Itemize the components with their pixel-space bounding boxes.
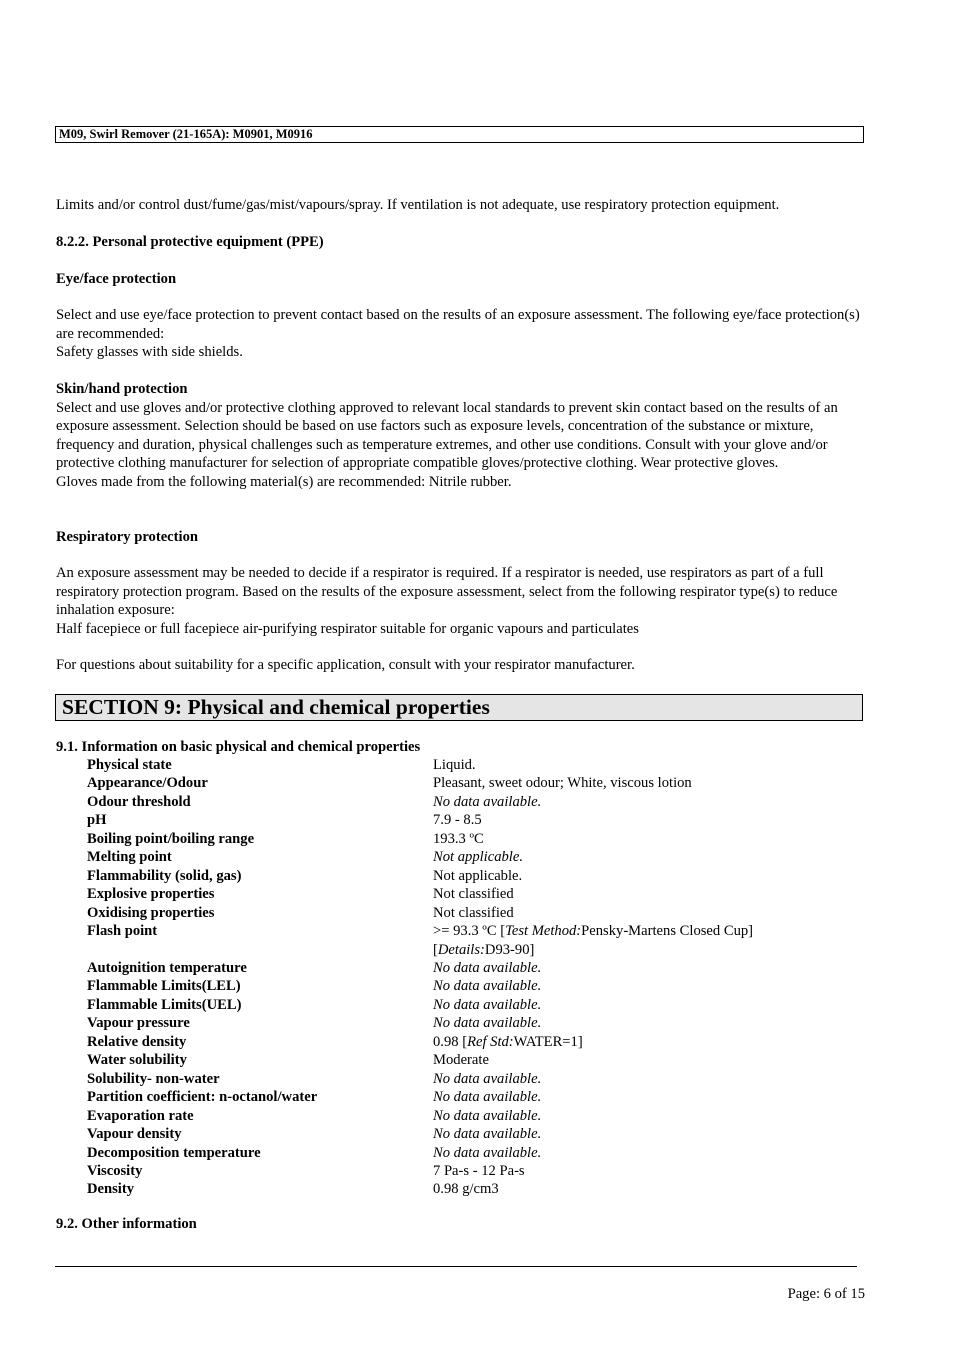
property-row xyxy=(87,774,827,792)
property-label: Viscosity xyxy=(87,1162,143,1179)
footer-divider xyxy=(55,1266,857,1267)
property-value: No data available. xyxy=(433,793,542,810)
property-label: Physical state xyxy=(87,757,172,773)
skin-protection-body: Select and use gloves and/or protective clothing approved to relevant local standards to prevent skin contact based on the results of an exposure assessment. Selection should be based on use factors such as exposure levels, concentration of the substance or mixture, frequency and duration, physical challenges such as temperature extremes, and other use conditions. Consult with your glove and/or protective clothing manufacturer for selection of appropriate compatible gloves/protective clothing. Wear protective gloves. xyxy=(56,399,838,471)
property-label: Density xyxy=(87,1181,135,1198)
property-row xyxy=(87,977,827,995)
property-label: Relative density xyxy=(87,1033,187,1050)
property-value: Not applicable. xyxy=(433,867,523,884)
property-value xyxy=(433,922,827,959)
property-label: Vapour density xyxy=(87,1126,182,1143)
property-row xyxy=(87,1180,827,1198)
property-value: No data available. xyxy=(433,1015,542,1032)
details-label: Details: xyxy=(437,941,485,958)
page-number: Page: 6 of 15 xyxy=(787,1286,865,1302)
property-row xyxy=(87,756,827,774)
property-label: Solubility- non-water xyxy=(87,1070,220,1087)
property-value: Not classified xyxy=(433,904,514,921)
property-row xyxy=(87,867,827,885)
subsection-9-2-heading: 9.2. Other information xyxy=(56,1216,197,1232)
eye-protection-heading: Eye/face protection xyxy=(56,271,177,287)
property-label: Partition coefficient: n-octanol/water xyxy=(87,1089,318,1106)
skin-protection-block xyxy=(56,380,871,491)
property-label: Odour threshold xyxy=(87,793,191,810)
property-value: Not classified xyxy=(433,886,514,903)
product-name: M09, Swirl Remover (21-165A): M0901, M0916 xyxy=(59,127,313,141)
property-row xyxy=(87,922,827,959)
property-row xyxy=(87,811,827,829)
property-row xyxy=(87,1014,827,1032)
respiratory-protection-recommendation: Half facepiece or full facepiece air-purifying respirator suitable for organic vapours and particulates xyxy=(56,620,639,637)
properties-table xyxy=(87,756,827,1199)
respirator-manufacturer-note: For questions about suitability for a specific application, consult with your respirator manufacturer. xyxy=(56,657,635,673)
property-row xyxy=(87,1125,827,1143)
details-value: D93-90] xyxy=(484,941,535,958)
property-value: 0.98 g/cm3 xyxy=(433,1181,499,1198)
property-row xyxy=(87,1033,827,1051)
property-row xyxy=(87,885,827,903)
property-value: Moderate xyxy=(433,1052,489,1069)
property-label: Melting point xyxy=(87,849,172,866)
property-value: No data available. xyxy=(433,1107,542,1124)
subsection-9-1-heading: 9.1. Information on basic physical and chemical properties xyxy=(56,739,421,755)
property-value: Liquid. xyxy=(433,757,476,773)
property-row xyxy=(87,1107,827,1125)
respiratory-protection-body: An exposure assessment may be needed to decide if a respirator is required. If a respirator is needed, use respirators as part of a full respiratory protection program. Based on the results of the exposure assessment, select from the following respirator type(s) to reduce inhalation exposure: xyxy=(56,565,838,618)
eye-protection-recommendation: Safety glasses with side shields. xyxy=(56,344,243,360)
property-row xyxy=(87,1162,827,1180)
property-row xyxy=(87,904,827,922)
property-value: No data available. xyxy=(433,959,542,976)
details-open-bracket: [ xyxy=(433,941,438,958)
eye-protection-text xyxy=(56,306,871,362)
respiratory-protection-heading: Respiratory protection xyxy=(56,529,198,545)
property-value: Pleasant, sweet odour; White, viscous lotion xyxy=(433,775,692,792)
property-label: Flammable Limits(LEL) xyxy=(87,978,241,995)
property-label: Boiling point/boiling range xyxy=(87,830,255,847)
property-label: Flash point xyxy=(87,923,158,940)
property-row xyxy=(87,1088,827,1106)
respiratory-protection-text xyxy=(56,564,871,638)
skin-protection-heading: Skin/hand protection xyxy=(56,381,188,397)
property-label: Flammable Limits(UEL) xyxy=(87,996,242,1013)
test-method-value: Pensky-Martens Closed Cup] xyxy=(581,923,754,940)
ref-std-value: WATER=1] xyxy=(513,1033,583,1050)
property-label: Flammability (solid, gas) xyxy=(87,867,242,884)
property-value: No data available. xyxy=(433,996,542,1013)
test-method-label: Test Method: xyxy=(505,923,582,940)
property-label: Oxidising properties xyxy=(87,904,215,921)
property-row xyxy=(87,848,827,866)
property-value: No data available. xyxy=(433,1089,542,1106)
flash-point-line-1 xyxy=(433,922,827,940)
property-label: Water solubility xyxy=(87,1052,187,1069)
section-9-title xyxy=(55,694,863,721)
property-label: Decomposition temperature xyxy=(87,1144,261,1161)
property-row xyxy=(87,793,827,811)
property-label: pH xyxy=(87,812,107,829)
ventilation-note: Limits and/or control dust/fume/gas/mist/vapours/spray. If ventilation is not adequate, use respiratory protection equipment. xyxy=(56,197,780,213)
document-header xyxy=(55,126,864,143)
property-value: 193.3 ºC xyxy=(433,830,484,847)
skin-protection-recommendation: Gloves made from the following material(s) are recommended: Nitrile rubber. xyxy=(56,473,512,490)
property-row xyxy=(87,1144,827,1162)
property-value: 7 Pa-s - 12 Pa-s xyxy=(433,1162,525,1179)
property-label: Appearance/Odour xyxy=(87,775,208,792)
property-row xyxy=(87,1051,827,1069)
property-value xyxy=(433,1033,827,1051)
property-label: Explosive properties xyxy=(87,886,215,903)
property-value: No data available. xyxy=(433,978,542,995)
ref-std-label: Ref Std: xyxy=(467,1033,514,1050)
property-value: No data available. xyxy=(433,1144,542,1161)
property-row xyxy=(87,1070,827,1088)
ppe-heading: 8.2.2. Personal protective equipment (PPE) xyxy=(56,234,324,250)
property-row xyxy=(87,996,827,1014)
property-value: No data available. xyxy=(433,1070,542,1087)
eye-protection-body: Select and use eye/face protection to prevent contact based on the results of an exposure assessment. The following eye/face protection(s) are recommended: xyxy=(56,307,860,342)
property-label: Vapour pressure xyxy=(87,1015,190,1032)
property-label: Autoignition temperature xyxy=(87,959,247,976)
property-value: 7.9 - 8.5 xyxy=(433,812,482,829)
property-value: Not applicable. xyxy=(433,849,523,866)
property-row xyxy=(87,830,827,848)
flash-point-value: >= 93.3 ºC [ xyxy=(433,923,506,940)
property-row xyxy=(87,959,827,977)
relative-density-value: 0.98 [ xyxy=(433,1033,468,1050)
flash-point-line-2 xyxy=(433,941,827,959)
property-label: Evaporation rate xyxy=(87,1107,194,1124)
section-9-title-text: SECTION 9: Physical and chemical properties xyxy=(62,695,490,719)
property-value: No data available. xyxy=(433,1126,542,1143)
